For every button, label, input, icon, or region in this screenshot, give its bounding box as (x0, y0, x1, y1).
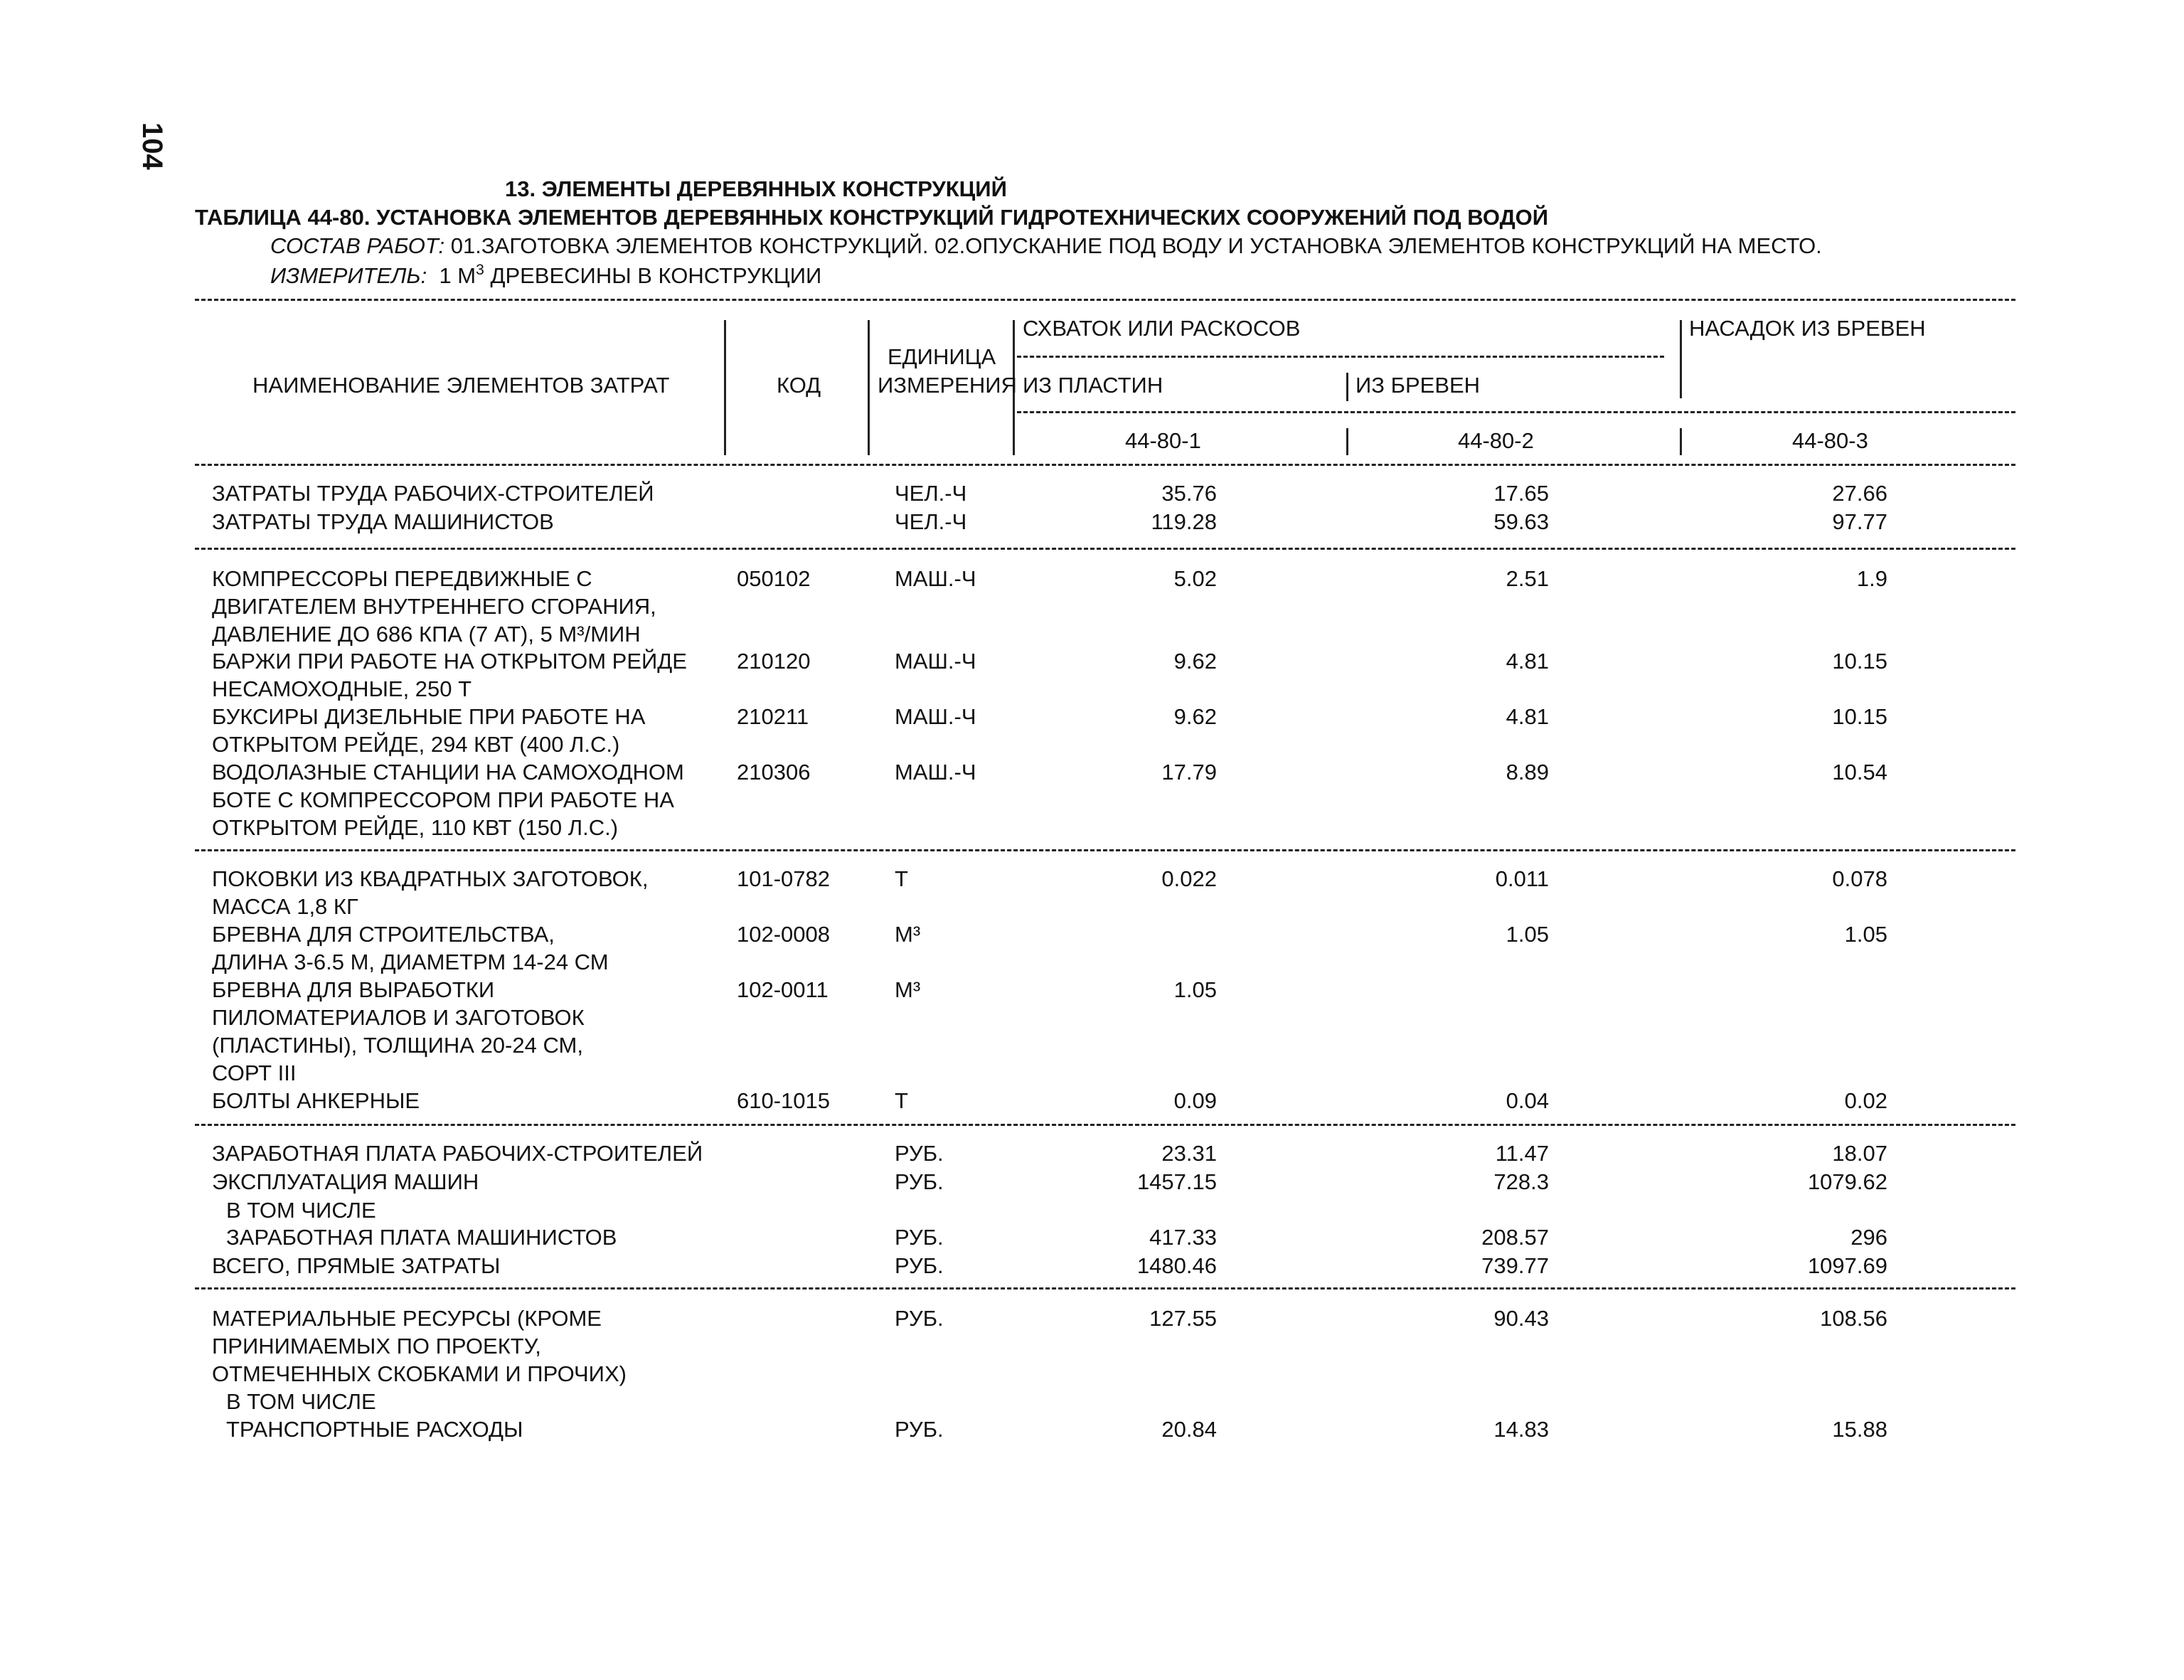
row-1-v3: 97.77 (1832, 509, 1887, 534)
rule-section-3 (195, 1124, 2015, 1126)
row-7-unit: М³ (895, 922, 921, 947)
header-unit-1: ЕДИНИЦА (888, 344, 996, 369)
row-6-unit: Т (895, 866, 908, 891)
meter-sup: 3 (476, 262, 484, 278)
row-5-name-line-0: ВОДОЛАЗНЫЕ СТАНЦИИ НА САМОХОДНОМ (212, 760, 684, 785)
row-15-v3: 108.56 (1820, 1306, 1887, 1331)
vbar-6 (1680, 320, 1682, 398)
header-name: НАИМЕНОВАНИЕ ЭЛЕМЕНТОВ ЗАТРАТ (252, 373, 670, 398)
row-5-v3: 10.54 (1832, 760, 1887, 785)
header-col3: 44-80-3 (1792, 428, 1868, 453)
row-14-v3: 1097.69 (1807, 1253, 1887, 1278)
row-3-code: 210120 (737, 649, 811, 674)
row-0-unit: ЧЕЛ.-Ч (895, 481, 967, 506)
rule-section-4 (195, 1287, 2015, 1290)
header-sub1: ИЗ ПЛАСТИН (1023, 373, 1163, 398)
row-8-name-line-2: (ПЛАСТИНЫ), ТОЛЩИНА 20-24 СМ, (212, 1033, 583, 1058)
header-unit-2: ИЗМЕРЕНИЯ (878, 373, 1017, 398)
row-2-name-line-2: ДАВЛЕНИЕ ДО 686 КПА (7 АТ), 5 М³/МИН (212, 622, 641, 647)
vbar-5 (1346, 428, 1348, 455)
row-3-unit: МАШ.-Ч (895, 649, 976, 674)
row-6-v1: 0.022 (1161, 866, 1217, 891)
row-15-name-line-3: В ТОМ ЧИСЛЕ (226, 1389, 376, 1414)
row-3-v3: 10.15 (1832, 649, 1887, 674)
row-2-v1: 5.02 (1173, 566, 1217, 591)
row-8-name-line-0: БРЕВНА ДЛЯ ВЫРАБОТКИ (212, 977, 495, 1002)
row-9-v1: 0.09 (1173, 1088, 1217, 1113)
row-15-v1: 127.55 (1149, 1306, 1217, 1331)
row-12-name-line-0: В ТОМ ЧИСЛЕ (226, 1198, 376, 1223)
row-5-name-line-1: БОТЕ С КОМПРЕССОРОМ ПРИ РАБОТЕ НА (212, 787, 674, 812)
row-1-v2: 59.63 (1493, 509, 1549, 534)
vbar-7 (1680, 428, 1682, 455)
row-0-v3: 27.66 (1832, 481, 1887, 506)
header-sub2: ИЗ БРЕВЕН (1355, 373, 1481, 398)
row-7-v2: 1.05 (1506, 922, 1549, 947)
row-3-name-line-0: БАРЖИ ПРИ РАБОТЕ НА ОТКРЫТОМ РЕЙДЕ (212, 649, 687, 674)
meter-pre: 1 М (439, 263, 476, 288)
row-11-v3: 1079.62 (1807, 1169, 1887, 1194)
page-number: 104 (137, 122, 168, 170)
row-4-v1: 9.62 (1173, 704, 1217, 729)
row-0-v1: 35.76 (1161, 481, 1217, 506)
row-13-name-line-0: ЗАРАБОТНАЯ ПЛАТА МАШИНИСТОВ (226, 1225, 617, 1250)
row-10-name-line-0: ЗАРАБОТНАЯ ПЛАТА РАБОЧИХ-СТРОИТЕЛЕЙ (212, 1141, 703, 1166)
rule-subgroup (1017, 411, 2015, 413)
row-14-unit: РУБ. (895, 1253, 944, 1278)
row-2-code: 050102 (737, 566, 811, 591)
row-7-code: 102-0008 (737, 922, 831, 947)
row-1-name-line-0: ЗАТРАТЫ ТРУДА МАШИНИСТОВ (212, 509, 554, 534)
row-2-name-line-0: КОМПРЕССОРЫ ПЕРЕДВИЖНЫЕ С (212, 566, 592, 591)
header-col2: 44-80-2 (1458, 428, 1534, 453)
row-6-code: 101-0782 (737, 866, 831, 891)
row-3-v1: 9.62 (1173, 649, 1217, 674)
row-4-name-line-0: БУКСИРЫ ДИЗЕЛЬНЫЕ ПРИ РАБОТЕ НА (212, 704, 646, 729)
row-4-v3: 10.15 (1832, 704, 1887, 729)
row-8-v1: 1.05 (1173, 977, 1217, 1002)
row-15-name-line-0: МАТЕРИАЛЬНЫЕ РЕСУРСЫ (КРОМЕ (212, 1306, 602, 1331)
row-2-v2: 2.51 (1506, 566, 1549, 591)
row-4-unit: МАШ.-Ч (895, 704, 976, 729)
vbar-2 (868, 320, 870, 455)
row-8-name-line-1: ПИЛОМАТЕРИАЛОВ И ЗАГОТОВОК (212, 1005, 585, 1030)
row-5-v1: 17.79 (1161, 760, 1217, 785)
rule-top (195, 299, 2015, 301)
row-6-name-line-1: МАССА 1,8 КГ (212, 894, 358, 919)
row-8-code: 102-0011 (737, 977, 829, 1002)
row-14-name-line-0: ВСЕГО, ПРЯМЫЕ ЗАТРАТЫ (212, 1253, 501, 1278)
row-10-v1: 23.31 (1161, 1141, 1217, 1166)
row-7-name-line-0: БРЕВНА ДЛЯ СТРОИТЕЛЬСТВА, (212, 922, 555, 947)
work-text: 01.ЗАГОТОВКА ЭЛЕМЕНТОВ КОНСТРУКЦИЙ. 02.ОПУСКАНИЕ ПОД ВОДУ И УСТАНОВКА ЭЛЕМЕНТОВ КОНСТРУКЦИЙ НА МЕСТО. (450, 233, 1822, 258)
row-1-v1: 119.28 (1151, 509, 1217, 534)
row-5-unit: МАШ.-Ч (895, 760, 976, 785)
row-14-v1: 1480.46 (1136, 1253, 1217, 1278)
row-4-name-line-1: ОТКРЫТОМ РЕЙДЕ, 294 КВТ (400 Л.С.) (212, 732, 620, 757)
row-9-name-line-0: БОЛТЫ АНКЕРНЫЕ (212, 1088, 420, 1113)
work-label: СОСТАВ РАБОТ: (270, 233, 445, 258)
header-code: КОД (777, 373, 821, 398)
rule-section-2 (195, 849, 2015, 851)
table-title: ТАБЛИЦА 44-80. УСТАНОВКА ЭЛЕМЕНТОВ ДЕРЕВЯННЫХ КОНСТРУКЦИЙ ГИДРОТЕХНИЧЕСКИХ СООРУЖЕНИЙ ПОД ВОДОЙ (195, 205, 1549, 230)
row-13-v2: 208.57 (1481, 1225, 1549, 1250)
row-15-v2: 90.43 (1493, 1306, 1549, 1331)
row-10-v2: 11.47 (1495, 1141, 1549, 1166)
row-16-v2: 14.83 (1493, 1417, 1549, 1442)
row-16-unit: РУБ. (895, 1417, 944, 1442)
row-4-code: 210211 (737, 704, 809, 729)
row-2-v3: 1.9 (1856, 566, 1887, 591)
row-9-v2: 0.04 (1506, 1088, 1549, 1113)
row-13-v3: 296 (1850, 1225, 1887, 1250)
meter-label: ИЗМЕРИТЕЛЬ: (270, 263, 427, 288)
row-7-v3: 1.05 (1844, 922, 1887, 947)
vbar-1 (724, 320, 726, 455)
row-6-v3: 0.078 (1832, 866, 1887, 891)
row-5-v2: 8.89 (1506, 760, 1549, 785)
row-11-v1: 1457.15 (1136, 1169, 1217, 1194)
row-5-name-line-2: ОТКРЫТОМ РЕЙДЕ, 110 КВТ (150 Л.С.) (212, 815, 619, 840)
row-16-v1: 20.84 (1161, 1417, 1217, 1442)
row-10-v3: 18.07 (1832, 1141, 1887, 1166)
header-group2: НАСАДОК ИЗ БРЕВЕН (1689, 316, 1926, 341)
row-8-name-line-3: СОРТ III (212, 1060, 297, 1085)
meter (270, 262, 821, 289)
row-9-v3: 0.02 (1844, 1088, 1887, 1113)
row-2-name-line-1: ДВИГАТЕЛЕМ ВНУТРЕННЕГО СГОРАНИЯ, (212, 594, 656, 619)
row-3-v2: 4.81 (1506, 649, 1549, 674)
row-4-v2: 4.81 (1506, 704, 1549, 729)
row-7-name-line-1: ДЛИНА 3-6.5 М, ДИАМЕТРМ 14-24 СМ (212, 950, 609, 974)
row-9-unit: Т (895, 1088, 908, 1113)
section-title: 13. ЭЛЕМЕНТЫ ДЕРЕВЯННЫХ КОНСТРУКЦИЙ (505, 176, 1007, 201)
row-14-v2: 739.77 (1481, 1253, 1549, 1278)
row-13-v1: 417.33 (1149, 1225, 1217, 1250)
vbar-4 (1346, 373, 1348, 401)
row-0-name-line-0: ЗАТРАТЫ ТРУДА РАБОЧИХ-СТРОИТЕЛЕЙ (212, 481, 654, 506)
row-16-name-line-0: ТРАНСПОРТНЫЕ РАСХОДЫ (226, 1417, 523, 1442)
rule-section-1 (195, 548, 2015, 550)
row-2-unit: МАШ.-Ч (895, 566, 976, 591)
row-3-name-line-1: НЕСАМОХОДНЫЕ, 250 Т (212, 676, 472, 701)
row-5-code: 210306 (737, 760, 811, 785)
row-13-unit: РУБ. (895, 1225, 944, 1250)
row-9-code: 610-1015 (737, 1088, 831, 1113)
header-group1: СХВАТОК ИЛИ РАСКОСОВ (1023, 316, 1301, 341)
row-15-name-line-2: ОТМЕЧЕННЫХ СКОБКАМИ И ПРОЧИХ) (212, 1361, 627, 1386)
row-6-v2: 0.011 (1495, 866, 1549, 891)
row-16-v3: 15.88 (1832, 1417, 1887, 1442)
rule-header-bottom (195, 464, 2015, 466)
row-11-unit: РУБ. (895, 1169, 944, 1194)
meter-post: ДРЕВЕСИНЫ В КОНСТРУКЦИИ (490, 263, 822, 288)
rule-group1 (1017, 356, 1664, 358)
row-11-v2: 728.3 (1493, 1169, 1549, 1194)
row-8-unit: М³ (895, 977, 921, 1002)
row-6-name-line-0: ПОКОВКИ ИЗ КВАДРАТНЫХ ЗАГОТОВОК, (212, 866, 649, 891)
work-composition (270, 233, 1822, 259)
row-0-v2: 17.65 (1493, 481, 1549, 506)
row-1-unit: ЧЕЛ.-Ч (895, 509, 967, 534)
row-15-name-line-1: ПРИНИМАЕМЫХ ПО ПРОЕКТУ, (212, 1334, 541, 1359)
row-11-name-line-0: ЭКСПЛУАТАЦИЯ МАШИН (212, 1169, 479, 1194)
row-10-unit: РУБ. (895, 1141, 944, 1166)
header-col1: 44-80-1 (1125, 428, 1201, 453)
row-15-unit: РУБ. (895, 1306, 944, 1331)
